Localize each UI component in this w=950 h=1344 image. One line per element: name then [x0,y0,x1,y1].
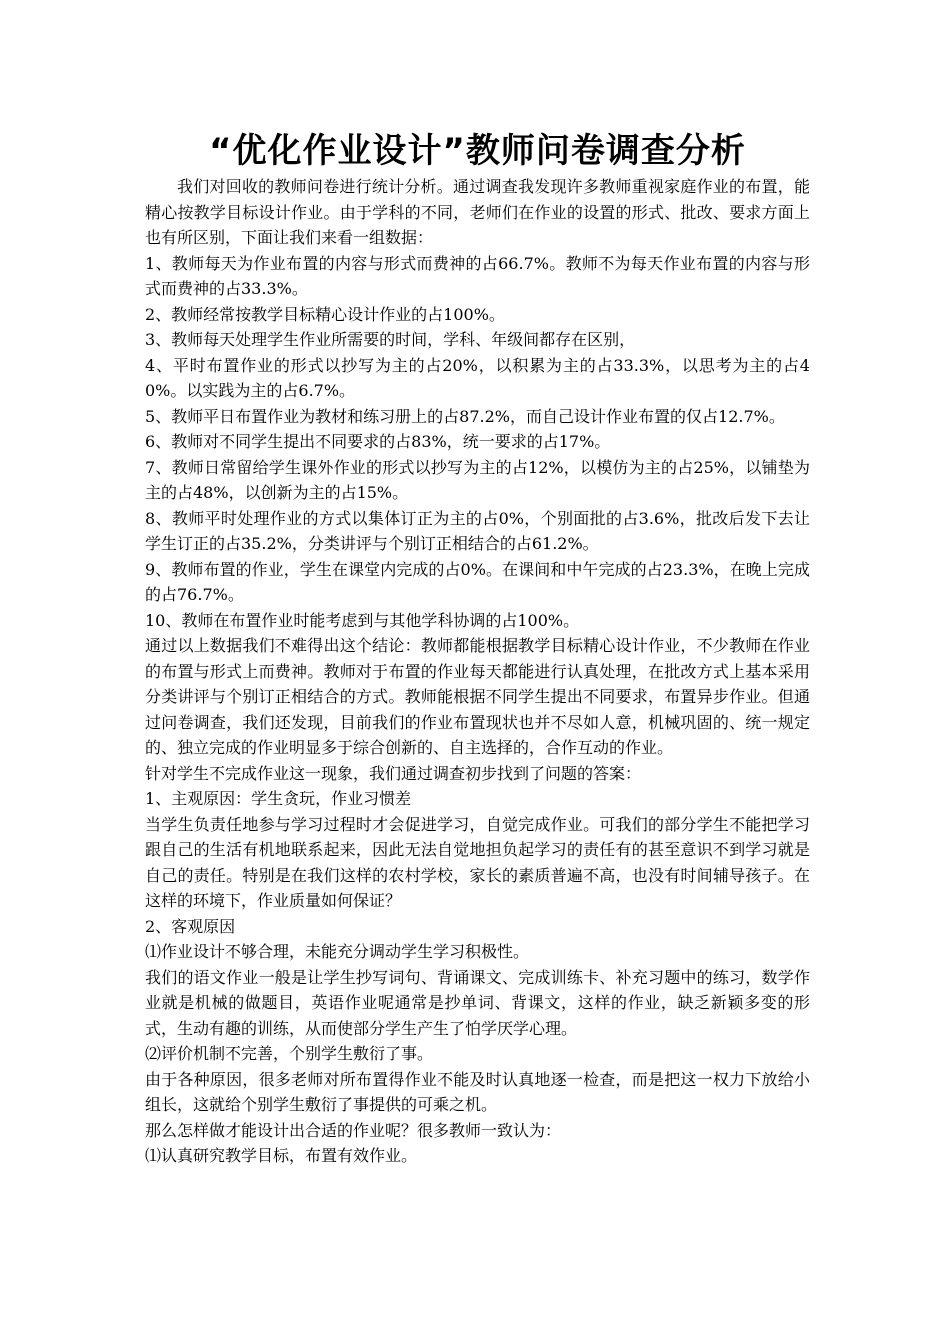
finding-item-4: 4、平时布置作业的形式以抄写为主的占20%，以积累为主的占33.3%，以思考为主的占40%。以实践为主的占6.7%。 [145,355,810,400]
subjective-cause-heading: 1、主观原因：学生贪玩，作业习惯差 [145,789,412,808]
finding-item-7: 7、教师日常留给学生课外作业的形式以抄写为主的占12%，以模仿为主的占25%，以铺垫为主的占48%，以创新为主的占15%。 [145,457,810,502]
finding-item-8: 8、教师平时处理作业的方式以集体订正为主的占0%，个别面批的占3.6%，批改后发下去让学生订正的占35.2%，分类讲评与个别订正相结合的占61.2%。 [145,508,810,553]
objective-cause-item-1-detail: 我们的语文作业一般是让学生抄写词句、背诵课文、完成训练卡、补充习题中的练习，数学作业就是机械的做题目，英语作业呢通常是抄单词、背课文，这样的作业，缺乏新颖多变的形式，生动有趣的训练，从而使部分学生产生了怕学厌学心理。 [145,967,810,1038]
solution-item-1: ⑴认真研究教学目标，布置有效作业。 [145,1146,418,1165]
causes-intro-paragraph: 针对学生不完成作业这一现象，我们通过调查初步找到了问题的答案： [145,763,642,783]
finding-item-2: 2、教师经常按教学目标精心设计作业的占100%。 [145,304,505,324]
finding-item-10: 10、教师在布置作业时能考虑到与其他学科协调的占100%。 [145,610,580,630]
finding-item-5: 5、教师平日布置作业为教材和练习册上的占87.2%，而自己设计作业布置的仅占12.7%。 [145,406,785,426]
objective-cause-heading: 2、客观原因 [145,916,236,936]
document-title: “优化作业设计”教师问卷调查分析 [209,131,746,171]
subjective-cause-paragraph: 当学生负责任地参与学习过程时才会促进学习，自觉完成作业。可我们的部分学生不能把学习跟自己的生活有机地联系起来，因此无法自觉地担负起学习的责任有的甚至意识不到学习就是自己的责任。特别是在我们这样的农村学校，家长的素质普遍不高，也没有时间辅导孩子。在这样的环境下，作业质量如何保证？ [145,814,810,910]
objective-cause-item-2: ⑵评价机制不完善，个别学生敷衍了事。 [145,1044,434,1063]
finding-item-3: 3、教师每天处理学生作业所需要的时间，学科、年级间都存在区别， [145,330,636,349]
document-body [145,174,810,1169]
document-page [145,128,810,1169]
finding-item-9: 9、教师布置的作业，学生在课堂内完成的占0%。在课间和中午完成的占23.3%，在晚上完成的占76.7%。 [145,559,810,604]
finding-item-1: 1、教师每天为作业布置的内容与形式而费神的占66.7%。教师不为每天作业布置的内容与形式而费神的占33.3%。 [145,253,810,298]
objective-cause-item-1: ⑴作业设计不够合理，未能充分调动学生学习积极性。 [145,942,530,961]
conclusion-paragraph: 通过以上数据我们不难得出这个结论：教师都能根据教学目标精心设计作业，不少教师在作业的布置与形式上而费神。教师对于布置的作业每天都能进行认真处理，在批改方式上基本采用分类讲评与个别订正相结合的方式。教师能根据不同学生提出不同要求，布置异步作业。但通过问卷调查，我们还发现，目前我们的作业布置现状也并不尽如人意，机械巩固的、统一规定的、独立完成的作业明显多于综合创新的、自主选择的，合作互动的作业。 [145,636,810,757]
objective-cause-item-2-detail: 由于各种原因，很多老师对所布置得作业不能及时认真地逐一检查，而是把这一权力下放给小组长，这就给个别学生敷衍了事提供的可乘之机。 [145,1069,810,1114]
intro-paragraph: 我们对回收的教师问卷进行统计分析。通过调查我发现许多教师重视家庭作业的布置，能精心按教学目标设计作业。由于学科的不同，老师们在作业的设置的形式、批改、要求方面上也有所区别，下面让我们来看一组数据： [145,177,810,247]
solutions-intro-paragraph: 那么怎样做才能设计出合适的作业呢？很多教师一致认为： [145,1120,562,1140]
finding-item-6: 6、教师对不同学生提出不同要求的占83%，统一要求的占17%。 [145,432,611,451]
